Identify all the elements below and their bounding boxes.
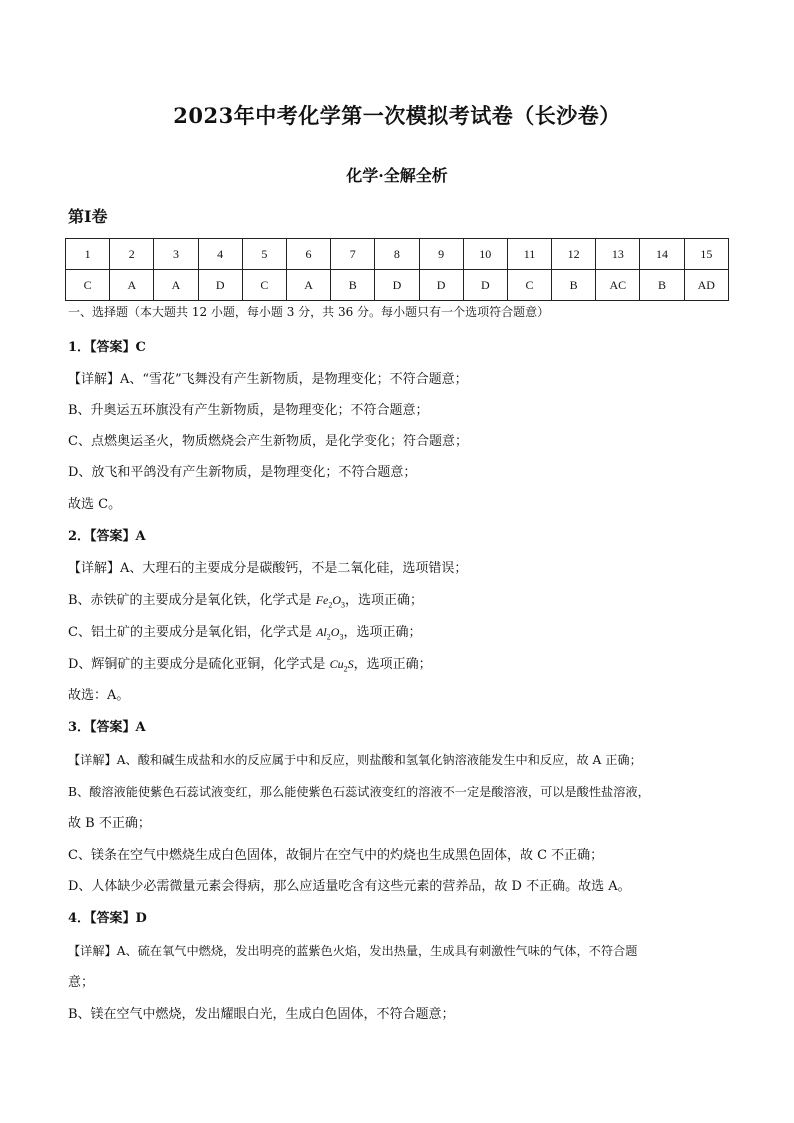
detail-line: C、镁条在空气中燃烧生成白色固体，故铜片在空气中的灼烧也生成黑色固体，故 C 不正确；: [68, 848, 604, 863]
formula-line-tail: ，选项正确；: [353, 657, 432, 672]
detail-line: 意；: [68, 975, 95, 990]
section-heading: 一、选择题（本大题共 12 小题，每小题 3 分，共 36 分。每小题只有一个选项符合题意）: [68, 305, 550, 319]
detail-line: B、镁在空气中燃烧，发出耀眼白光，生成白色固体，不符合题意；: [68, 1007, 455, 1022]
answer-cell: A: [154, 270, 198, 301]
formula-line: [68, 622, 421, 647]
question-number-cell: 10: [463, 239, 507, 270]
answer-heading: 4．【答案】D: [68, 911, 147, 926]
question-number-cell: 2: [110, 239, 154, 270]
formula-line-text: D、辉铜矿的主要成分是硫化亚铜，化学式是: [68, 657, 330, 672]
question-number-cell: 14: [640, 239, 684, 270]
answer-cell: A: [286, 270, 330, 301]
detail-line: 【详解】A、“雪花”飞舞没有产生新物质，是物理变化；不符合题意；: [68, 372, 468, 387]
answer-cell: AD: [684, 270, 728, 301]
question-number-cell: 12: [552, 239, 596, 270]
detail-line: D、人体缺少必需微量元素会得病，那么应适量吃含有这些元素的营养品，故 D 不正确。故选 A。: [68, 879, 631, 894]
detail-line: 【详解】A、酸和碱生成盐和水的反应属于中和反应，则盐酸和氢氧化钠溶液能发生中和反应，故 A 正确；: [68, 753, 642, 767]
answer-cell: AC: [596, 270, 640, 301]
question-number-cell: 13: [596, 239, 640, 270]
detail-line: B、酸溶液能使紫色石蕊试液变红，那么能使紫色石蕊试液变红的溶液不一定是酸溶液，可以是酸性盐溶液，: [68, 785, 650, 799]
chemical-formula: $Fe_2O_3$: [315, 593, 346, 610]
question-number-cell: 15: [684, 239, 728, 270]
detail-line: 故选：A。: [68, 688, 130, 703]
formula-line-text: B、赤铁矿的主要成分是氧化铁，化学式是: [68, 593, 316, 608]
detail-line: 【详解】A、大理石的主要成分是碳酸钙，不是二氧化硅，选项错误；: [68, 561, 468, 576]
answer-heading: 2．【答案】A: [68, 529, 146, 544]
answer-table-number-row: [66, 239, 729, 270]
question-number-cell: 5: [242, 239, 286, 270]
chemical-formula: $Cu_2S$: [329, 657, 354, 674]
answer-cell: D: [419, 270, 463, 301]
answer-cell: B: [640, 270, 684, 301]
detail-line: 故选 C。: [68, 497, 122, 512]
document-title: 2023年中考化学第一次模拟考试卷（长沙卷）: [173, 103, 621, 128]
answer-heading: 3．【答案】A: [68, 720, 146, 735]
document-subtitle: 化学·全解全析: [346, 166, 448, 185]
question-number-cell: 9: [419, 239, 463, 270]
question-number-cell: 3: [154, 239, 198, 270]
question-number-cell: 8: [375, 239, 419, 270]
answer-table: [65, 238, 729, 301]
detail-line: B、升奥运五环旗没有产生新物质，是物理变化；不符合题意；: [68, 403, 429, 418]
question-number-cell: 1: [66, 239, 110, 270]
volume-label: 第Ⅰ卷: [68, 207, 108, 226]
answer-cell: B: [331, 270, 375, 301]
answer-cell: D: [375, 270, 419, 301]
formula-line: [68, 654, 432, 679]
question-number-cell: 11: [507, 239, 551, 270]
answer-table-answer-row: [66, 270, 729, 301]
chemical-formula: $Al_2O_3$: [316, 625, 344, 642]
answer-cell: B: [552, 270, 596, 301]
answer-cell: C: [507, 270, 551, 301]
formula-line-tail: ，选项正确；: [343, 625, 422, 640]
question-number-cell: 7: [331, 239, 375, 270]
detail-line: D、放飞和平鸽没有产生新物质，是物理变化；不符合题意；: [68, 465, 417, 480]
answer-cell: C: [66, 270, 110, 301]
question-number-cell: 6: [286, 239, 330, 270]
answer-cell: A: [110, 270, 154, 301]
answer-cell: D: [463, 270, 507, 301]
answer-heading: 1．【答案】C: [68, 340, 146, 355]
detail-line: 故 B 不正确；: [68, 816, 151, 831]
detail-line: 【详解】A、硫在氧气中燃烧，发出明亮的蓝紫色火焰，发出热量，生成具有刺激性气味的气体，不符合题: [68, 944, 638, 958]
answer-cell: D: [198, 270, 242, 301]
question-number-cell: 4: [198, 239, 242, 270]
detail-line: C、点燃奥运圣火，物质燃烧会产生新物质，是化学变化；符合题意；: [68, 434, 468, 449]
formula-line-tail: ，选项正确；: [345, 593, 424, 608]
answer-cell: C: [242, 270, 286, 301]
formula-line: [68, 590, 423, 615]
formula-line-text: C、铝土矿的主要成分是氧化铝，化学式是: [68, 625, 317, 640]
